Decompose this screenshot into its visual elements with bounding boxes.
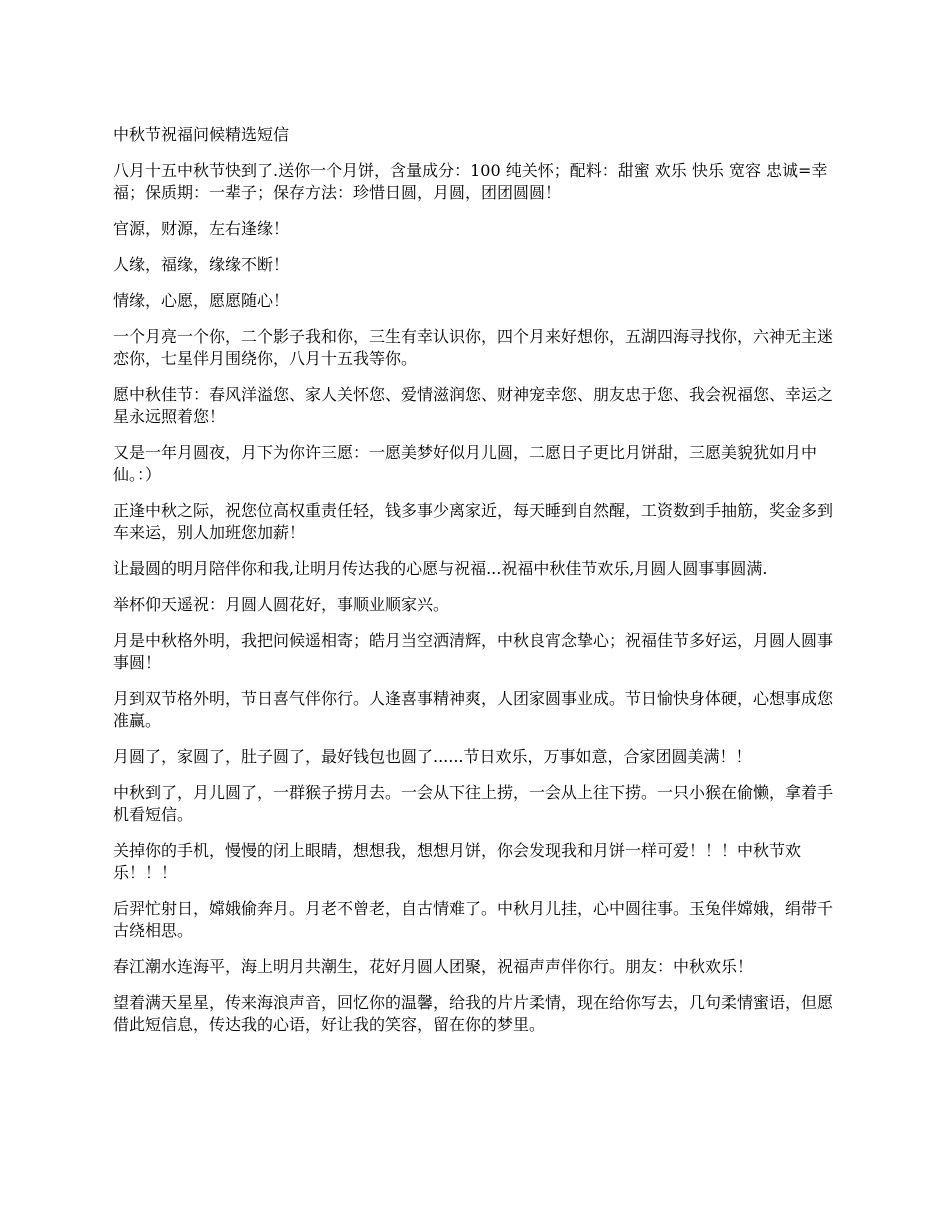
paragraph: 关掉你的手机，慢慢的闭上眼睛，想想我，想想月饼，你会发现我和月饼一样可爱！！！中秋节欢乐！！！ (113, 841, 802, 882)
paragraph: 让最圆的明月陪伴你和我,让明月传达我的心愿与祝福...祝福中秋佳节欢乐,月圆人圆事事圆满. (113, 559, 768, 578)
paragraph: 情缘，心愿，愿愿随心！ (113, 291, 290, 310)
paragraph: 又是一年月圆夜，月下为你许三愿：一愿美梦好似月儿圆，二愿日子更比月饼甜，三愿美貌犹如月中仙。：） (113, 443, 818, 484)
paragraph: 月圆了，家圆了，肚子圆了，最好钱包也圆了......节日欢乐，万事如意，合家团圆美满！！ (113, 747, 752, 766)
paragraph: 官源，财源，左右逢缘！ (113, 219, 290, 238)
paragraph: 举杯仰天遥祝：月圆人圆花好，事顺业顺家兴。 (113, 595, 450, 614)
paragraph: 月是中秋格外明，我把问候遥相寄；皓月当空洒清辉，中秋良宵念挚心；祝福佳节多好运，月圆人圆事事圆！ (113, 631, 834, 672)
paragraph: 愿中秋佳节：春风洋溢您、家人关怀您、爱情滋润您、财神宠幸您、朋友忠于您、我会祝福您、幸运之星永远照着您！ (113, 385, 834, 426)
paragraph: 后羿忙射日，嫦娥偷奔月。月老不曾老，自古情难了。中秋月儿挂，心中圆往事。玉兔伴嫦娥，绢带千古绕相思。 (113, 899, 834, 940)
paragraph: 月到双节格外明，节日喜气伴你行。人逢喜事精神爽，人团家圆事业成。节日愉快身体硬，心想事成您准赢。 (113, 689, 834, 730)
paragraph: 中秋到了，月儿圆了，一群猴子捞月去。一会从下往上捞，一会从上往下捞。一只小猴在偷懒，拿着手机看短信。 (113, 783, 834, 824)
paragraph: 八月十五中秋节快到了.送你一个月饼，含量成分：100 纯关怀；配料：甜蜜 欢乐 快乐 宽容 忠诚=幸福；保质期：一辈子；保存方法：珍惜日圆，月圆，团团圆圆！ (113, 161, 828, 202)
paragraph: 春江潮水连海平，海上明月共潮生，花好月圆人团聚，祝福声声伴你行。朋友：中秋欢乐！ (113, 957, 754, 976)
document-title: 中秋节祝福问候精选短信 (113, 125, 290, 144)
document-page (113, 124, 840, 1050)
paragraph: 望着满天星星，传来海浪声音，回忆你的温馨，给我的片片柔情，现在给你写去，几句柔情蜜语，但愿借此短信息，传达我的心语，好让我的笑容，留在你的梦里。 (113, 993, 834, 1034)
paragraph: 人缘，福缘，缘缘不断！ (113, 255, 290, 274)
paragraph: 一个月亮一个你，二个影子我和你，三生有幸认识你，四个月来好想你，五湖四海寻找你，六神无主迷恋你，七星伴月围绕你，八月十五我等你。 (113, 327, 834, 368)
paragraph: 正逢中秋之际，祝您位高权重责任轻，钱多事少离家近，每天睡到自然醒，工资数到手抽筋，奖金多到车来运，别人加班您加薪！ (113, 501, 834, 542)
